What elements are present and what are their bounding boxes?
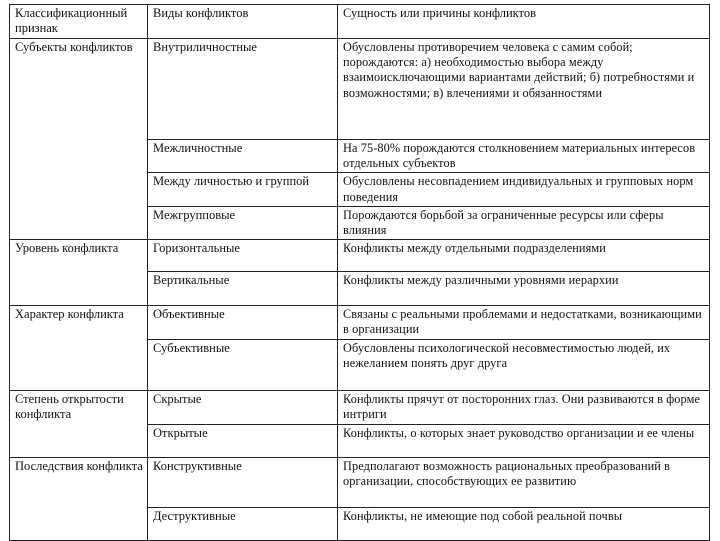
essence-cell: Конфликты между различными уровнями иерархии: [338, 272, 710, 306]
essence-cell: На 75-80% порождаются столкновением материальных интересов отдельных субъектов: [338, 140, 710, 173]
table-row: [10, 240, 710, 272]
header-types: Виды конфликтов: [148, 5, 338, 39]
type-cell: Объективные: [148, 306, 338, 340]
table-row: [10, 457, 710, 507]
feature-cell: Степень открытости конфликта: [10, 391, 148, 457]
essence-cell: Конфликты прячут от посторонних глаз. Они развиваются в форме интриги: [338, 391, 710, 424]
type-cell: Деструктивные: [148, 507, 338, 540]
type-cell: Конструктивные: [148, 457, 338, 507]
table-row: [10, 391, 710, 424]
header-feature: Классификационный признак: [10, 5, 148, 39]
type-cell: Субъективные: [148, 340, 338, 391]
header-essence: Сущность или причины конфликтов: [338, 5, 710, 39]
essence-cell: Конфликты между отдельными подразделениями: [338, 240, 710, 272]
type-cell: Скрытые: [148, 391, 338, 424]
table-row: [10, 39, 710, 140]
essence-cell: Порождаются борьбой за ограниченные ресурсы или сферы влияния: [338, 206, 710, 239]
essence-cell: Предполагают возможность рациональных преобразований в организации, способствующих ее развитию: [338, 457, 710, 507]
essence-cell: Связаны с реальными проблемами и недостатками, возникающими в организации: [338, 306, 710, 340]
essence-cell: Конфликты, о которых знает руководство организации и ее члены: [338, 424, 710, 457]
type-cell: Межгрупповые: [148, 206, 338, 239]
conflicts-table-container: [9, 4, 709, 541]
type-cell: Горизонтальные: [148, 240, 338, 272]
essence-cell: Конфликты, не имеющие под собой реальной почвы: [338, 507, 710, 540]
feature-cell: Уровень конфликта: [10, 240, 148, 306]
type-cell: Внутриличностные: [148, 39, 338, 140]
essence-cell: Обусловлены противоречием человека с самим собой; порождаются: а) необходимостью выбора между взаимоисключающими вариантами действий; б) потребностями и возможностями; в) влечениями и обязанностями: [338, 39, 710, 140]
type-cell: Открытые: [148, 424, 338, 457]
conflicts-classification-table: [9, 4, 710, 541]
feature-cell: Характер конфликта: [10, 306, 148, 391]
table-row: [10, 306, 710, 340]
type-cell: Вертикальные: [148, 272, 338, 306]
feature-cell: Субъекты конфликтов: [10, 39, 148, 240]
type-cell: Межличностные: [148, 140, 338, 173]
feature-cell: Последствия конфликта: [10, 457, 148, 540]
essence-cell: Обусловлены несовпадением индивидуальных и групповых норм поведения: [338, 173, 710, 206]
header-row: [10, 5, 710, 39]
type-cell: Между личностью и группой: [148, 173, 338, 206]
essence-cell: Обусловлены психологической несовместимостью людей, их нежеланием понять друг друга: [338, 340, 710, 391]
